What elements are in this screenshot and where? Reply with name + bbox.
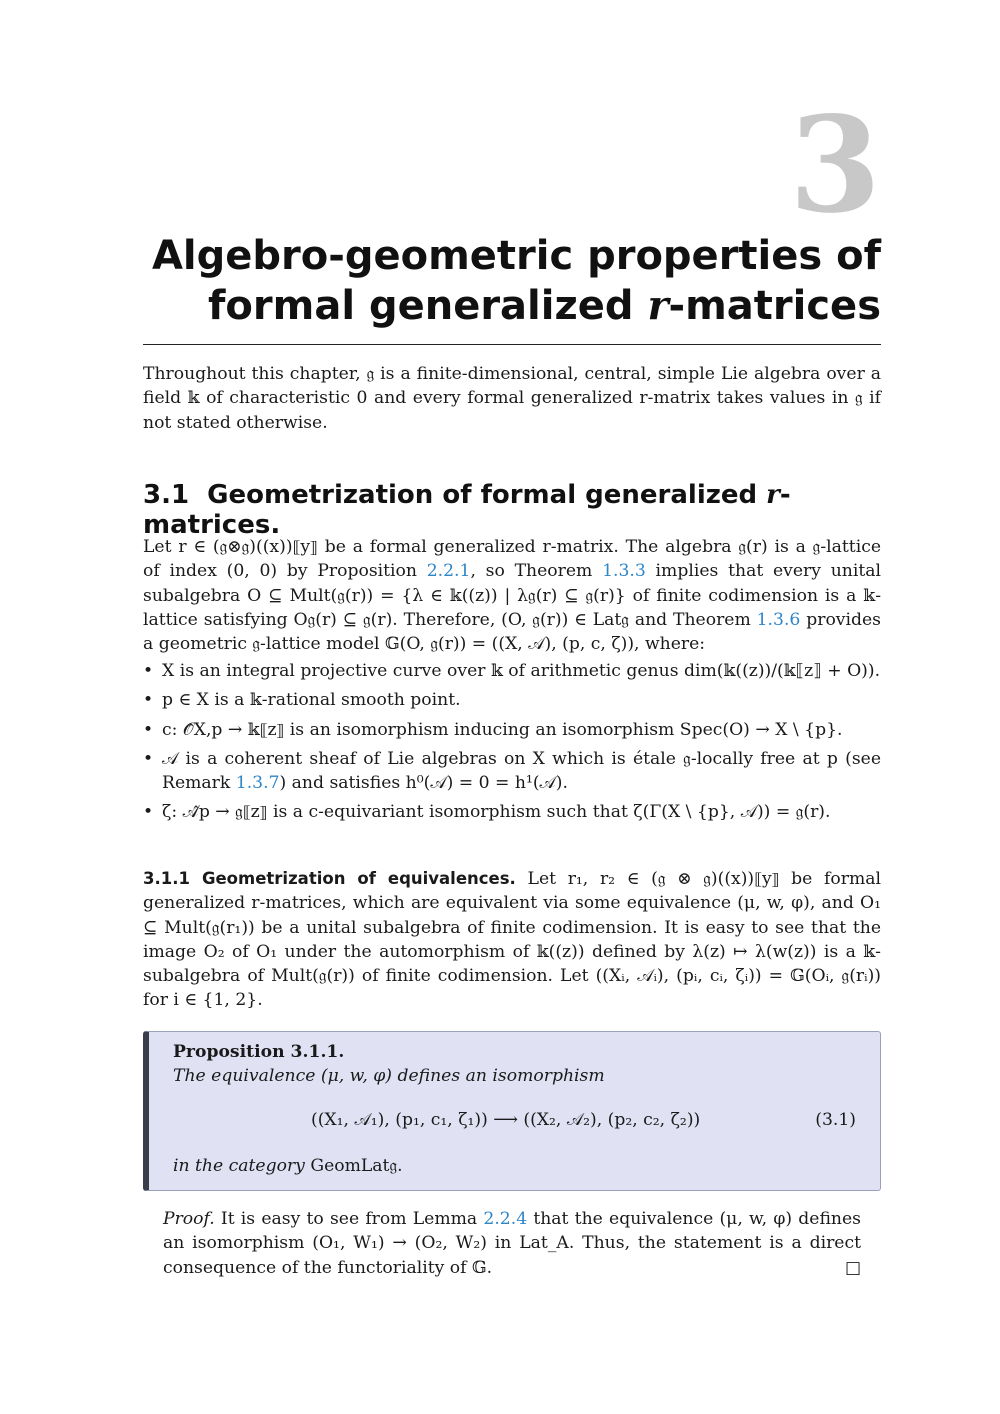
bullet-text: p ∈ X is a 𝕜-rational smooth point. [162, 690, 461, 711]
section-title-var: r [766, 480, 780, 510]
ref-remark-1-3-7[interactable]: 1.3.7 [235, 773, 280, 794]
bullet-text: ζ: 𝒜̂p → 𝔤⟦z⟧ is a c-equivariant isomorphism such that ζ(Γ(X \ {p}, 𝒜)) = 𝔤(r). [162, 802, 831, 823]
ref-theorem-1-3-6[interactable]: 1.3.6 [756, 609, 801, 630]
equation-number: (3.1) [815, 1110, 856, 1130]
chapter-title-line2a: formal generalized [208, 283, 648, 329]
subsection-text: Let r₁, r₂ ∈ (𝔤 ⊗ 𝔤)((x))⟦y⟧ be formal generalized r-matrices, which are equivalent via some equivalence (μ, w, φ), and O₁ ⊆ Mult(𝔤(r₁)) be a unital subalgebra of finite codimension. It is easy to see that the image O₂ of O₁ under the automorphism of 𝕜((z)) defined by λ(z) ↦ λ(w(z)) is a 𝕜-subalgebra of Mult(𝔤(r)) of finite codimension. Let ((Xᵢ, 𝒜ᵢ), (pᵢ, cᵢ, ζᵢ)) = 𝔾(Oᵢ, 𝔤(rᵢ)) for i ∈ {1, 2}. [143, 869, 882, 1011]
proposition-title: Proposition 3.1.1. [173, 1042, 345, 1062]
list-item: • 𝒜 is a coherent sheaf of Lie algebras on X which is étale 𝔤-locally free at p (see Remark 1.3.7) and satisfies h⁰(𝒜) = 0 = h¹(𝒜). [143, 748, 881, 794]
section-text-4: provides a geometric 𝔤-lattice model 𝔾(O, 𝔤(r)) = ((X, 𝒜), (p, c, ζ)), where: [143, 609, 881, 655]
proposition-conclusion-rest: GeomLat𝔤. [304, 1156, 403, 1176]
ref-theorem-1-3-3[interactable]: 1.3.3 [602, 561, 646, 582]
title-rule [143, 344, 881, 345]
list-item: • ζ: 𝒜̂p → 𝔤⟦z⟧ is a c-equivariant isomorphism such that ζ(Γ(X \ {p}, 𝒜)) = 𝔤(r). [143, 802, 831, 823]
section-text-3: implies that every unital subalgebra O ⊆ Mult(𝔤(r)) = {λ ∈ 𝕜((z)) | λ𝔤(r) ⊆ 𝔤(r)} of finite codimension is a 𝕜-lattice satisfying O𝔤(r) ⊆ 𝔤(r). Therefore, (O, 𝔤(r)) ∈ Lat𝔤 and Theorem [143, 561, 881, 630]
section-text-1: Let r ∈ (𝔤⊗𝔤)((x))⟦y⟧ be a formal generalized r-matrix. The algebra 𝔤(r) is a 𝔤-lattice of index (0, 0) by Proposition [143, 537, 881, 582]
subsection-paragraph [143, 867, 881, 1013]
ref-lemma-2-2-4[interactable]: 2.2.4 [483, 1209, 528, 1229]
proof [163, 1207, 861, 1280]
proposition-conclusion-italic: in the category [173, 1156, 305, 1176]
proof-label: Proof. [163, 1209, 215, 1229]
proposition-box [143, 1031, 881, 1191]
bullet-text: 𝒜 is a coherent sheaf of Lie algebras on X which is étale 𝔤-locally free at p (see Remark [162, 748, 881, 794]
bullet-list [143, 659, 881, 830]
chapter-title-var: r [647, 282, 669, 329]
qed-symbol: □ [844, 1257, 861, 1278]
list-item: • c: 𝒪̂X,p → 𝕜⟦z⟧ is an isomorphism inducing an isomorphism Spec(O) → X \ {p}. [143, 719, 843, 740]
section-heading [143, 480, 881, 540]
section-paragraph [143, 535, 881, 656]
ref-proposition-2-2-1[interactable]: 2.2.1 [426, 561, 471, 582]
bullet-text: ) and satisfies h⁰(𝒜) = 0 = h¹(𝒜). [279, 773, 568, 794]
section-text-2: , so Theorem [470, 561, 603, 582]
section-title-a: Geometrization of formal generalized [207, 480, 767, 510]
chapter-title [143, 232, 881, 331]
list-item: • p ∈ X is a 𝕜-rational smooth point. [143, 690, 461, 711]
chapter-number: 3 [789, 88, 881, 243]
bullet-text: X is an integral projective curve over 𝕜 of arithmetic genus dim(𝕜((z))/(𝕜⟦z⟧ + O)). [162, 661, 881, 681]
subsection-heading: 3.1.1 Geometrization of equivalences. [143, 869, 516, 888]
proof-text-2: that the equivalence (μ, w, φ) defines an isomorphism (O₁, W₁) → (O₂, W₂) in Lat_A. Thus, the statement is a direct consequence of the functoriality of 𝔾. [163, 1209, 861, 1278]
proposition-statement: The equivalence (μ, w, φ) defines an isomorphism [173, 1066, 605, 1086]
proof-text-1: It is easy to see from Lemma [214, 1209, 484, 1229]
proposition-conclusion [173, 1156, 403, 1176]
bullet-text: c: 𝒪̂X,p → 𝕜⟦z⟧ is an isomorphism inducing an isomorphism Spec(O) → X \ {p}. [162, 719, 843, 740]
intro-paragraph: Throughout this chapter, 𝔤 is a finite-dimensional, central, simple Lie algebra over a field 𝕜 of characteristic 0 and every formal generalized r-matrix takes values in 𝔤 if not stated otherwise. [143, 364, 881, 433]
chapter-title-line1: Algebro-geometric properties of [151, 233, 881, 279]
chapter-title-line2b: -matrices [668, 283, 881, 329]
section-number: 3.1 [143, 480, 190, 510]
section-title-b: -matrices. [143, 480, 791, 540]
list-item: • X is an integral projective curve over 𝕜 of arithmetic genus dim(𝕜((z))/(𝕜⟦z⟧ + O)). [143, 661, 881, 681]
proposition-equation: ((X₁, 𝒜₁), (p₁, c₁, ζ₁)) ⟶ ((X₂, 𝒜₂), (p₂, c₂, ζ₂)) [311, 1110, 701, 1130]
